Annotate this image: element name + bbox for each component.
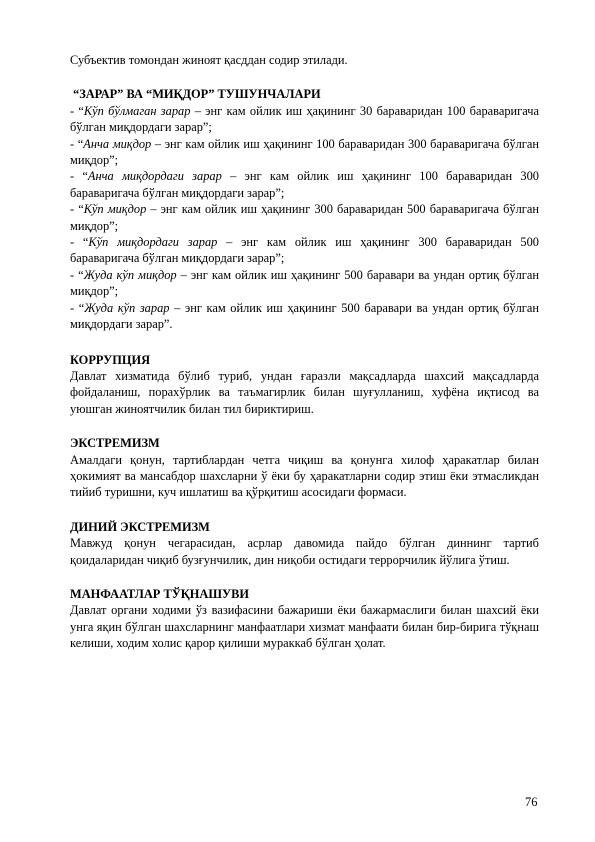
defined-term: Жуда кўп миқдор: [83, 267, 177, 282]
document-page: [70, 52, 539, 652]
damage-item: - “Анча миқдордаги зарар – энг кам ойлик иш ҳақининг 100 бараваридан 300 бараваригача бўлган миқдордаги зарар”;: [70, 169, 539, 200]
page-number: 76: [525, 795, 538, 809]
defined-term: Кўп миқдор: [83, 202, 147, 217]
damage-section-title: “ЗАРАР” ВА “МИҚДОР” ТУШУНЧАЛАРИ: [73, 87, 321, 102]
defined-term: Кўп миқдордаги зарар: [88, 235, 218, 250]
paragraph-extremism: Амалдаги қонун, тартиблардан четга чиқиш ва қонунга хилоф ҳаракатлар билан ҳокимият ва мансабдор шахсларни ў ёки бу ҳаракатларни содир этиш ёки этмасликдан тийиб туришни, куч ишлатиш ва қўрқитиш асосидаги формаси.: [70, 452, 539, 500]
defined-term: Анча миқдор: [83, 136, 152, 151]
damage-item: - “Кўп миқдордаги зарар – энг кам ойлик иш ҳақининг 300 бараваридан 500 бараваригача бўлган миқдордаги зарар”;: [70, 235, 539, 266]
defined-term: Анча миқдордаги зарар: [87, 169, 222, 184]
damage-item: - “Кўп миқдор – энг кам ойлик иш ҳақининг 300 бараваридан 500 бараваригача бўлган миқдор”;: [70, 202, 539, 233]
damage-item: - “Анча миқдор – энг кам ойлик иш ҳақининг 100 бараваридан 300 бараваригача бўлган миқдор”;: [70, 136, 539, 168]
defined-term: Кўп бўлмаган зарар: [83, 103, 191, 118]
damage-item: - “Жуда кўп зарар – энг кам ойлик иш ҳақининг 500 баравари ва ундан ортиқ бўлган миқдордаги зарар”.: [70, 300, 539, 332]
paragraph-religious-extremism: Мавжуд қонун чегарасидан, асрлар давомида пайдо бўлган диннинг тартиб қоидаларидан чиқиб бузғунчилик, дин ниқоби остидаги террорчилик йўлига ўтиш.: [70, 536, 539, 567]
damage-definition-list: [70, 103, 539, 333]
paragraph-conflict-of-interest: Давлат органи ходими ўз вазифасини бажариши ёки бажармаслиги билан шахсий ёки унга яқин бўлган шахсларнинг манфаатлари хизмат манфаати билан бир-бирига тўқнаш келиши, ходим холис қарор қилиши мураккаб бўлган ҳолат.: [70, 603, 539, 651]
heading-religious-extremism: ДИНИЙ ЭКСТРЕМИЗМ: [70, 519, 210, 534]
intro-sentence: Субъектив томондан жиноят қасддан содир этилади.: [70, 53, 348, 67]
paragraph-corruption: Давлат хизматида бўлиб туриб, ундан ғаразли мақсадларда шахсий мақсадларда фойдаланиш, порахўрлик ва таъмагирлик билан шуғулланиш, хуфёна иқтисод ва уюшган жиноятчилик билан тил бириктириш.: [70, 368, 539, 416]
damage-item: - “Жуда кўп миқдор – энг кам ойлик иш ҳақининг 500 баравари ва ундан ортиқ бўлган миқдор”;: [70, 267, 539, 299]
heading-conflict-of-interest: МАНФААТЛАР ТЎҚНАШУВИ: [70, 586, 249, 601]
defined-term: Жуда кўп зарар: [84, 300, 170, 315]
heading-corruption: КОРРУПЦИЯ: [70, 352, 151, 367]
heading-extremism: ЭКСТРЕМИЗМ: [70, 436, 160, 451]
damage-item: - “Кўп бўлмаган зарар – энг кам ойлик иш ҳақининг 30 бараваридан 100 бараваригача бўлган миқдордаги зарар”;: [70, 103, 539, 135]
